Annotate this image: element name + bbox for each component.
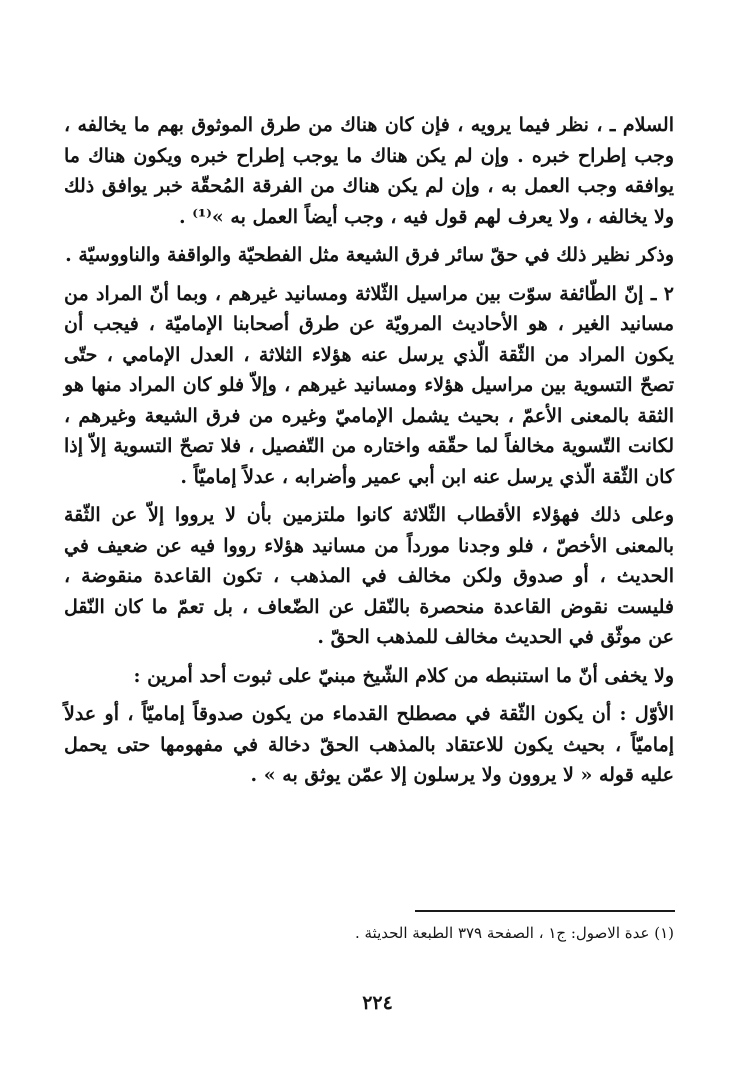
page-number: ٢٢٤ <box>362 992 393 1014</box>
footnote-divider <box>415 910 675 912</box>
paragraph-5: ولا يخفى أنّ ما استنبطه من كلام الشّيخ مبنيّ على ثبوت أحد أمرين : <box>133 664 674 687</box>
paragraph-4: وعلى ذلك فهؤلاء الأقطاب الثّلاثة كانوا ملتزمين بأن لا يرووا إلاّ عن الثّقة بالمعنى الأخصّ ، فلو وجدنا مورداً من مسانيد هؤلاء رووا فيه عن ضعيف في الحديث ، أو صدوق ولكن مخالف في المذهب ، تكون القاعدة منقوضة ، فليست نقوض القاعدة منحصرة بالنّقل عن الضّعاف ، بل تعمّ ما كان النّقل عن موثّق في الحديث مخالف للمذهب الحقّ . <box>64 504 674 648</box>
paragraph-6: الأوّل : أن يكون الثّقة في مصطلح القدماء من يكون صدوقاً إماميّاً ، أو عدلاً إماميّاً ، بحيث يكون للاعتقاد بالمذهب الحقّ دخالة في مفهومها حتى يحمل عليه قوله « لا يروون ولا يرسلون إلا عمّن يوثق به » . <box>64 703 674 786</box>
paragraph-1: السلام ـ ، نظر فيما يرويه ، فإن كان هناك من طرق الموثوق بهم ما يخالفه ، وجب إطراح خبره . وإن لم يكن هناك ما يوجب إطراح خبره ويكون هناك ما يوافقه وجب العمل به ، وإن لم يكن هناك من الفرقة المُحقّة خبر يوافق ذلك ولا يخالفه ، ولا يعرف لهم قول فيه ، وجب أيضاً العمل به »⁽¹⁾ . <box>64 114 674 228</box>
footnote: (١) عدة الاصول: ج١ ، الصفحة ٣٧٩ الطبعة الحديثة . <box>354 924 674 942</box>
main-text <box>64 110 674 791</box>
paragraph-2: وذكر نظير ذلك في حقّ سائر فرق الشيعة مثل الفطحيّة والواقفة والناووسيّة . <box>65 244 674 266</box>
paragraph-3: ٢ ـ إنّ الطّائفة سوّت بين مراسيل الثّلاثة ومسانيد غيرهم ، وبما أنّ المراد من مسانيد الغير ، هو الأحاديث المرويّة عن طرق أصحابنا الإماميّة ، فيجب أن يكون المراد من الثّقة الّذي يرسل عنه هؤلاء الثلاثة ، العدل الإمامي ، حتّى تصحّ التسوية بين مراسيل هؤلاء ومسانيد غيرهم ، وإلاّ فلو كان المراد منها هو الثقة بالمعنى الأعمّ ، بحيث يشمل الإماميّ وغيره من فرق الشيعة وغيرهم ، لكانت التّسوية مخالفاً لما حقّقه واختاره من التّفصيل ، فلا تصحّ التسوية إلاّ إذا كان الثّقة الّذي يرسل عنه ابن أبي عمير وأضرابه ، عدلاً إماميّاً . <box>64 282 674 488</box>
